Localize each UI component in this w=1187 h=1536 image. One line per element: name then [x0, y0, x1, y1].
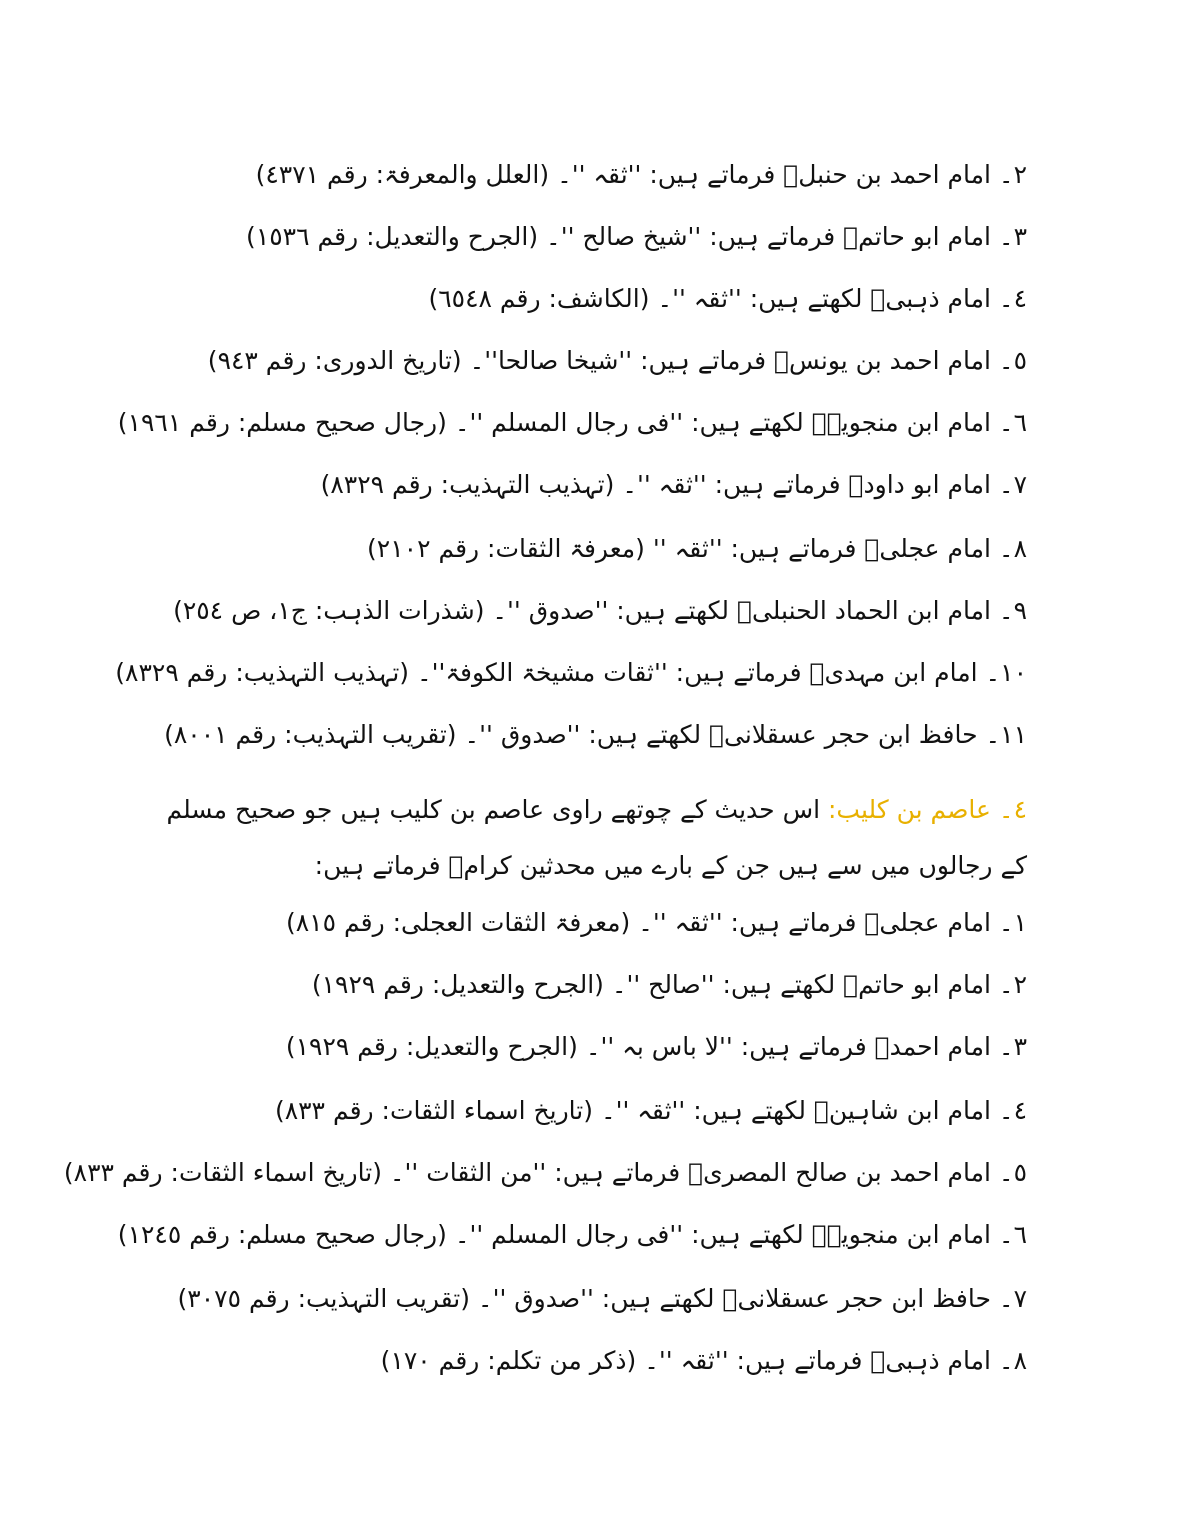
- list-item: ٣۔ امام احمدؒ فرماتے ہیں: ''لا باس بہ ''۔ (الجرح والتعدیل: رقم ١٩٢٩): [285, 1032, 1027, 1061]
- list-item: ٤۔ امام ابن شاہینؒ لکھتے ہیں: ''ثقہ ''۔ (تاریخ اسماء الثقات: رقم ٨٣٣): [274, 1096, 1027, 1125]
- list-item: ٦۔ امام ابن منجویہؒ لکھتے ہیں: ''فی رجال المسلم ''۔ (رجال صحیح مسلم: رقم ١٩٦١): [117, 408, 1027, 437]
- list-item: ٥۔ امام احمد بن صالح المصریؒ فرماتے ہیں: ''من الثقات ''۔ (تاریخ اسماء الثقات: رقم ٨٣٣): [63, 1158, 1027, 1187]
- list-item: ١۔ امام عجلیؒ فرماتے ہیں: ''ثقہ ''۔ (معرفۃ الثقات العجلی: رقم ٨١٥): [285, 908, 1027, 937]
- list-item: ٧۔ امام ابو داودؒ فرماتے ہیں: ''ثقہ ''۔ (تہذیب التہذیب: رقم ٨٣٢٩): [320, 470, 1027, 499]
- list-item: ٦۔ امام ابن منجویہؒ لکھتے ہیں: ''فی رجال المسلم ''۔ (رجال صحیح مسلم: رقم ١٢٤٥): [117, 1220, 1027, 1249]
- section-paragraph: [140, 782, 1027, 894]
- list-item: ٩۔ امام ابن الحماد الحنبلیؒ لکھتے ہیں: ''صدوق ''۔ (شذرات الذہب: ج١، ص ٢٥٤): [173, 596, 1027, 625]
- list-item: ٢۔ امام ابو حاتمؒ لکھتے ہیں: ''صالح ''۔ (الجرح والتعدیل: رقم ١٩٢٩): [311, 970, 1027, 999]
- list-item: ٣۔ امام ابو حاتمؒ فرماتے ہیں: ''شیخ صالح ''۔ (الجرح والتعدیل: رقم ١٥٣٦): [246, 222, 1027, 251]
- list-item: ٥۔ امام احمد بن یونسؒ فرماتے ہیں: ''شیخا صالحا''۔ (تاریخ الدوری: رقم ٩٤٣): [207, 346, 1027, 375]
- list-item: ١٠۔ امام ابن مہدیؒ فرماتے ہیں: ''ثقات مشیخۃ الکوفۃ''۔ (تہذیب التہذیب: رقم ٨٣٢٩): [115, 658, 1027, 687]
- list-item: ٤۔ امام ذہبیؒ لکھتے ہیں: ''ثقہ ''۔ (الکاشف: رقم ٦٥٤٨): [428, 284, 1027, 313]
- section-intro: اس حدیث کے چوتھے راوی عاصم بن کلیب ہیں جو صحیح مسلم کے رجالوں میں سے ہیں جن کے بارے میں محدثین کرامؒ فرماتے ہیں:: [166, 795, 1027, 880]
- list-item: ١١۔ حافظ ابن حجر عسقلانیؒ لکھتے ہیں: ''صدوق ''۔ (تقریب التہذیب: رقم ٨٠٠١): [164, 720, 1027, 749]
- section-heading: ٤۔ عاصم بن کلیب:: [827, 795, 1027, 824]
- list-item: ٧۔ حافظ ابن حجر عسقلانیؒ لکھتے ہیں: ''صدوق ''۔ (تقریب التہذیب: رقم ٣٠٧٥): [177, 1284, 1027, 1313]
- list-item: ٨۔ امام عجلیؒ فرماتے ہیں: ''ثقہ '' (معرفۃ الثقات: رقم ٢١٠٢): [367, 534, 1027, 563]
- list-item: ٢۔ امام احمد بن حنبلؒ فرماتے ہیں: ''ثقہ ''۔ (العلل والمعرفۃ: رقم ٤٣٧١): [255, 160, 1027, 189]
- list-item: ٨۔ امام ذہبیؒ فرماتے ہیں: ''ثقہ ''۔ (ذکر من تکلم: رقم ١٧٠): [380, 1346, 1027, 1375]
